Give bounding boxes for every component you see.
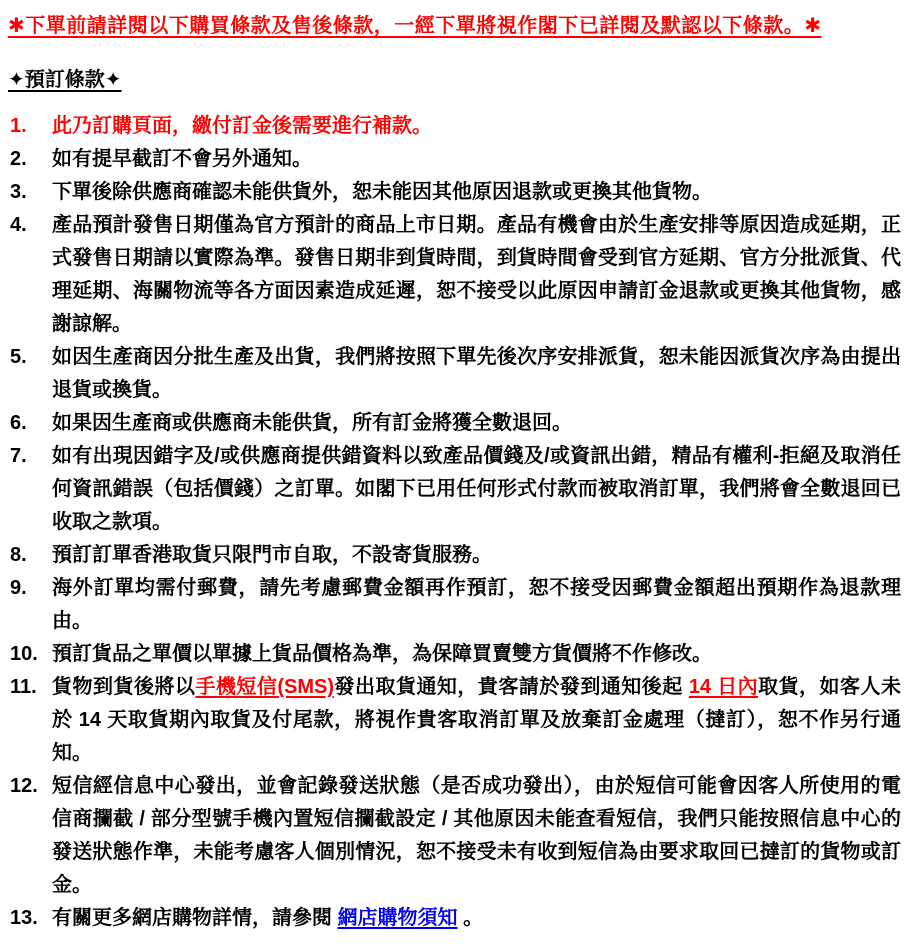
term-text: 如有出現因錯字及/或供應商提供錯資料以致產品價錢及/或資訊出錯，精品有權利-拒絕及取消任何資訊錯誤（包括價錢）之訂單。如閣下已用任何形式付款而被取消訂單，我們將會全數退回已收取之款項。 <box>52 445 901 533</box>
term-number: 2. <box>10 148 27 170</box>
term-item-13 <box>8 902 901 935</box>
term-text: 短信經信息中心發出，並會記錄發送狀態（是否成功發出），由於短信可能會因客人所使用的電信商攔截 / 部分型號手機內置短信攔截設定 / 其他原因未能查看短信，我們只能按照信息中心的發送狀態作準，未能考慮客人個別情況，恕不接受未有收到短信為由要求取回已撻訂的貨物或訂金。 <box>52 775 901 896</box>
term-item-6 <box>8 407 901 440</box>
term-text: 產品預計發售日期僅為官方預計的商品上市日期。產品有機會由於生產安排等原因造成延期，正式發售日期請以實際為準。發售日期非到貨時間，到貨時間會受到官方延期、官方分批派貨、代理延期、海關物流等各方面因素造成延遲，恕不接受以此原因申請訂金退款或更換其他貨物，感謝諒解。 <box>52 214 901 335</box>
term-item-7 <box>8 440 901 539</box>
term-text: 發出取貨通知，貴客請於發到通知後起 <box>334 676 689 698</box>
term-item-8 <box>8 539 901 572</box>
term-item-4 <box>8 209 901 341</box>
term-text: 預訂訂單香港取貨只限門市自取，不設寄貨服務。 <box>52 544 492 566</box>
term-item-9 <box>8 572 901 638</box>
term-text: 如有提早截訂不會另外通知。 <box>52 148 312 170</box>
term-item-1 <box>8 110 901 143</box>
term-number: 6. <box>10 412 27 434</box>
sms-highlight: 手機短信(SMS) <box>195 676 335 698</box>
term-text: 貨物到貨後將以 <box>52 676 196 698</box>
term-text: 如因生產商因分批生產及出貨，我們將按照下單先後次序安排派貨，恕未能因派貨次序為由提出退貨或換貨。 <box>52 346 901 401</box>
term-number: 7. <box>10 445 27 467</box>
term-number: 13. <box>10 907 38 929</box>
term-text: 。 <box>457 907 484 929</box>
term-number: 8. <box>10 544 27 566</box>
purchase-notice: ✱下單前請詳閱以下購買條款及售後條款，一經下單將視作閣下已詳閱及默認以下條款。✱ <box>8 15 822 37</box>
term-item-12 <box>8 770 901 902</box>
term-number: 4. <box>10 214 27 236</box>
term-item-10 <box>8 638 901 671</box>
term-text: 預訂貨品之單價以單據上貨品價格為準，為保障買賣雙方貨價將不作修改。 <box>52 643 712 665</box>
term-number: 3. <box>10 181 27 203</box>
term-text: 下單後除供應商確認未能供貨外，恕未能因其他原因退款或更換其他貨物。 <box>52 181 712 203</box>
term-item-11 <box>8 671 901 770</box>
pickup-deadline-highlight: 14 日內 <box>688 676 759 698</box>
term-item-3 <box>8 176 901 209</box>
term-number: 1. <box>10 115 27 137</box>
term-item-5 <box>8 341 901 407</box>
term-number: 5. <box>10 346 27 368</box>
section-title <box>8 66 901 94</box>
term-text: 如果因生產商或供應商未能供貨，所有訂金將獲全數退回。 <box>52 412 572 434</box>
term-text: 取貨，如客人未於 14 天取貨期內取貨及付尾款，將視作貴客取消訂單及放棄訂金處理（撻訂），恕不作另行通知。 <box>52 676 901 764</box>
term-number: 10. <box>10 643 38 665</box>
term-text: 海外訂單均需付郵費，請先考慮郵費金額再作預訂，恕不接受因郵費金額超出預期作為退款理由。 <box>52 577 901 632</box>
term-number: 9. <box>10 577 27 599</box>
term-text: 此乃訂購頁面，繳付訂金後需要進行補款。 <box>52 115 432 137</box>
term-text: 有關更多網店購物詳情，請參閱 <box>52 907 338 929</box>
term-item-2 <box>8 143 901 176</box>
section-title-text: ✦預訂條款✦ <box>8 69 122 91</box>
terms-list <box>8 110 901 935</box>
shop-guide-link[interactable]: 網店購物須知 <box>337 907 458 929</box>
term-number: 12. <box>10 775 38 797</box>
term-number: 11. <box>10 676 37 698</box>
